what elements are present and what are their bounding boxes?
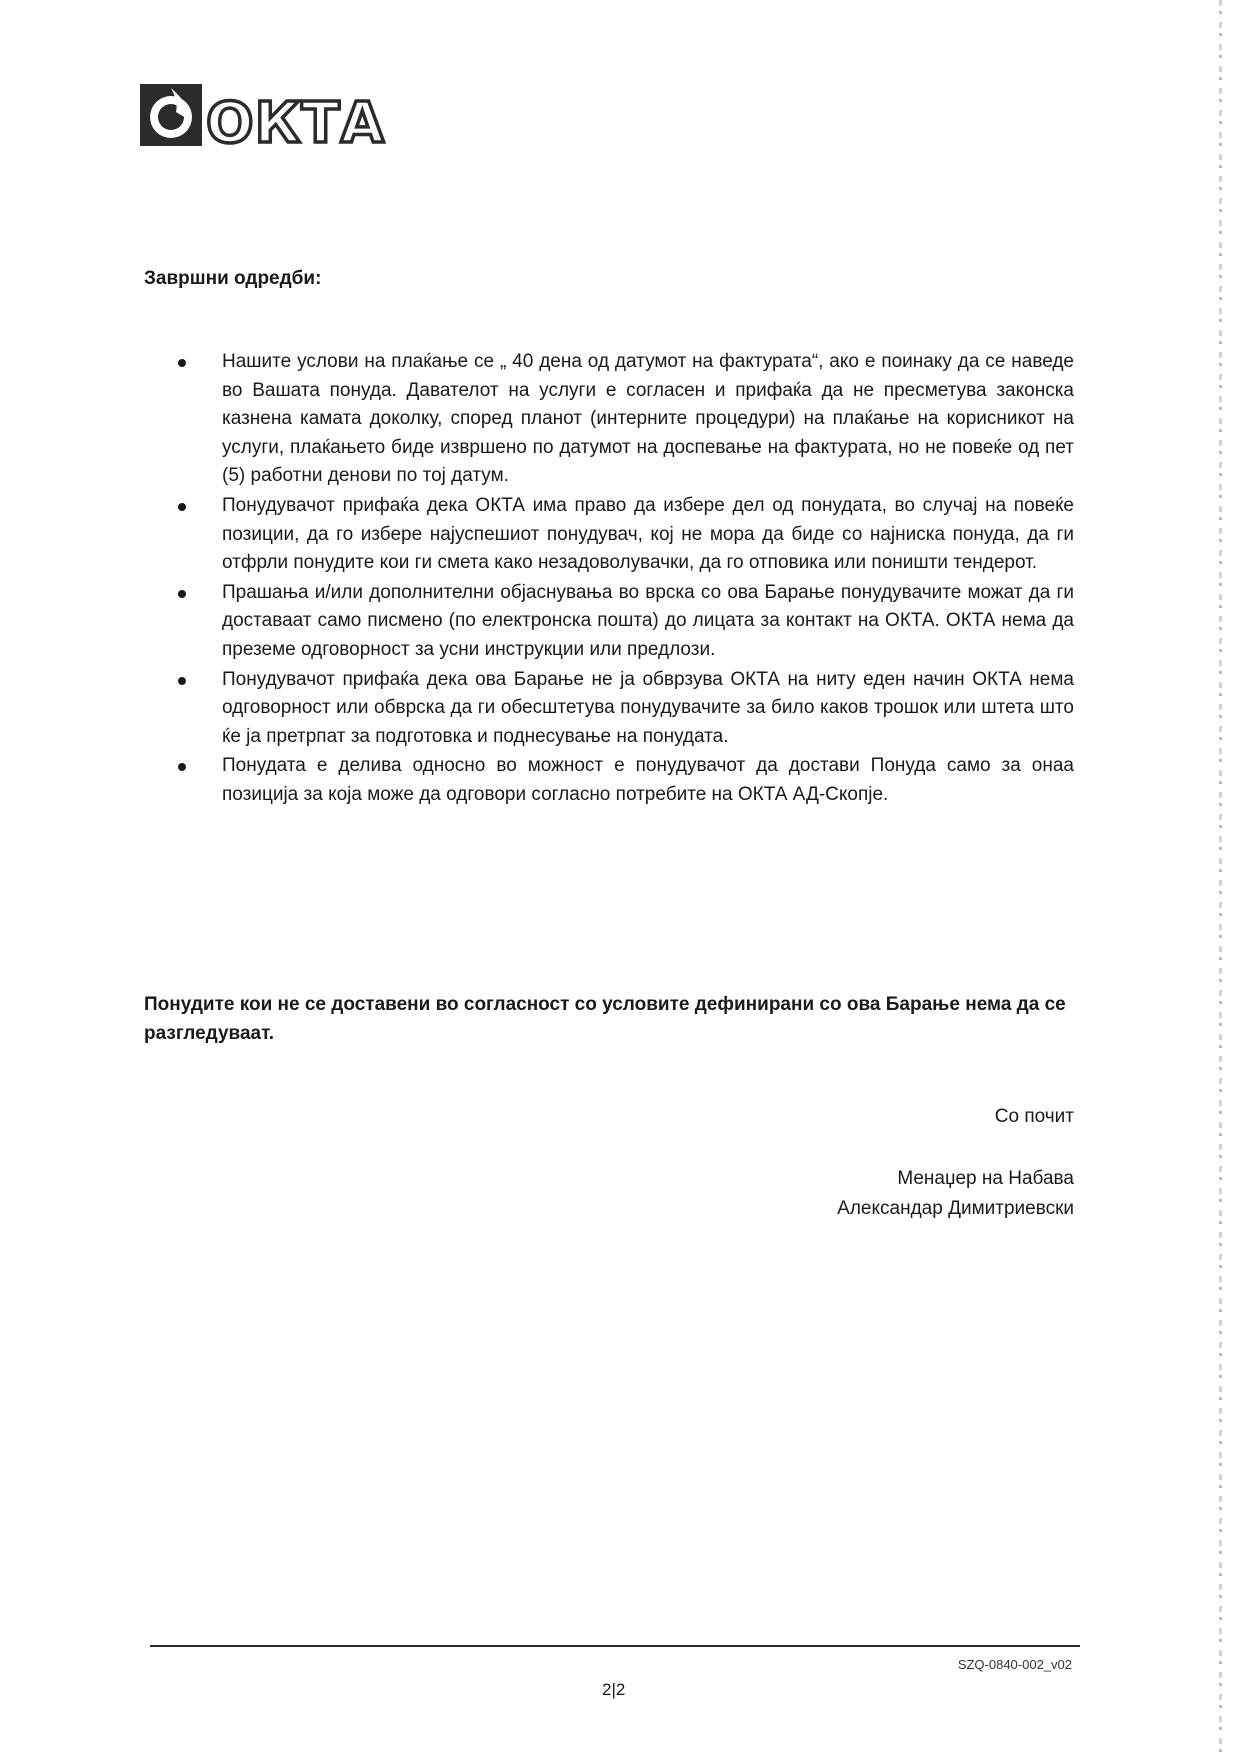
list-item [178,348,1074,491]
bullet-icon [178,677,186,685]
list-item [178,492,1074,578]
bullet-icon [178,763,186,771]
list-item-text: Понудувачот прифаќа дека ОКТА има право да избере дел од понудата, во случај на повеќе позиции, да го избере најуспешиот понудувач, кој не мора да биде со најниска понуда, да ги отфрли понудите кои ги смета како незадоволувачки, да го отповика или поништи тендерот. [222,494,1074,574]
signature-block [837,1164,1074,1224]
footer-divider [150,1645,1080,1647]
rejection-note: Понудите кои не се доставени во согласност со условите дефинирани со ова Барање нема да се разгледуваат. [144,994,1066,1044]
okta-logo [140,82,396,148]
scan-edge-artifact [1219,0,1222,1754]
page-number: 2|2 [602,1680,626,1699]
bullet-icon [178,359,186,367]
list-item [178,666,1074,752]
terms-list [178,348,1074,811]
list-item [178,752,1074,809]
document-code: SZQ-0840-002_v02 [957,1657,1072,1672]
signatory-title: Менаџер на Набава [897,1168,1074,1189]
signatory-name: Александар Димитриевски [837,1198,1074,1219]
okta-drop-logo-icon [140,84,202,146]
list-item-text: Прашања и/или дополнителни објаснувања во врска со ова Барање понудувачите можат да ги доставаат само писмено (по електронска пошта) до лицата за контакт на ОКТА. ОКТА нема да преземе одговорност за усни инструкции или предлози. [222,581,1074,660]
okta-logo-wordmark: ОКТА [206,91,385,148]
bullet-icon [178,590,186,598]
list-item-text: Понудувачот прифаќа дека ова Барање не ја обврзува ОКТА на ниту еден начин ОКТА нема одговорност или обврска да ги обесштетува понудувачите за било каков трошок или штета што ќе ја претрпат за подготовка и поднесување на понудата. [222,668,1074,747]
list-item-text: Понудата е делива односно во можност е понудувачот да достави Понуда само за онаа позиција за која може да одговори согласно потребите на ОКТА АД-Скопје. [222,755,1074,805]
section-title: Завршни одредби: [144,268,322,289]
list-item [178,579,1074,665]
closing-salutation: Со почит [994,1106,1074,1127]
bullet-icon [178,503,186,511]
list-item-text: Нашите услови на плаќање се „ 40 дена од датумот на фактурата“, ако е поинаку да се наведе во Вашата понуда. Давателот на услуги е согласен и прифаќа да не пресметува законска казнена камата доколку, според планот (интерните процедури) на плаќање на корисникот на услуги, плаќањето биде извршено по датумот на доспевање на фактурата, но не повеќе од пет (5) работни денови по тој датум. [222,351,1074,487]
